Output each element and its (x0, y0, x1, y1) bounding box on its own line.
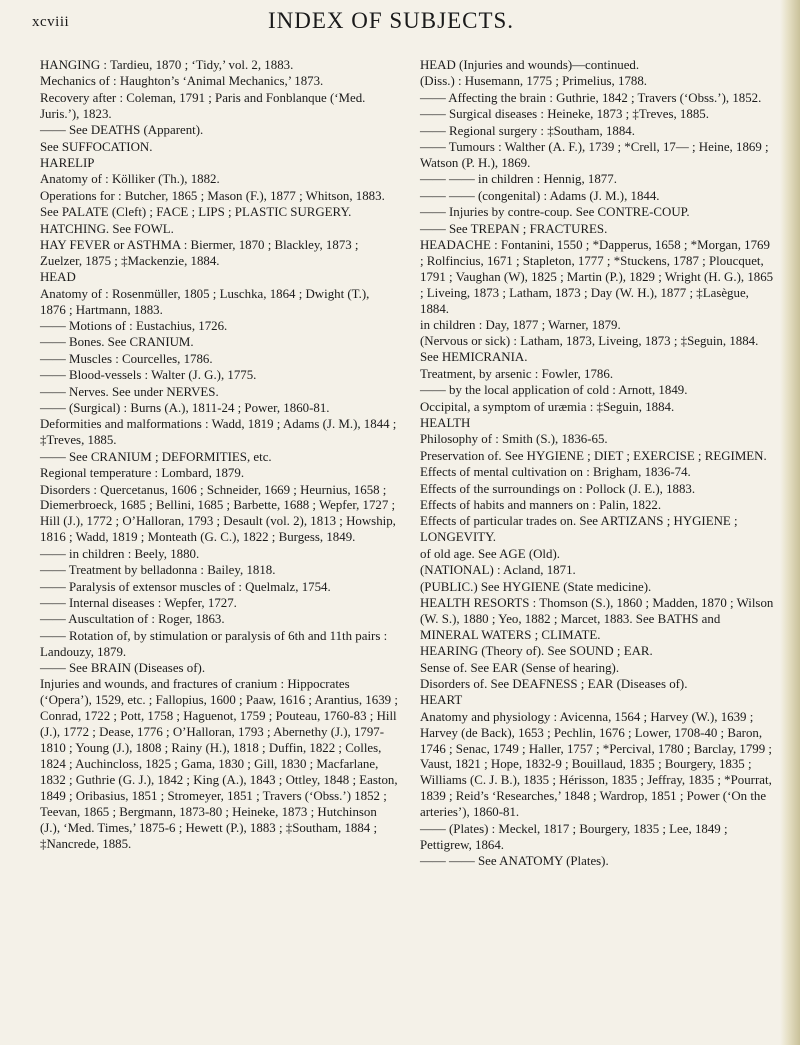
index-entry: —— Blood-vessels : Walter (J. G.), 1775. (40, 368, 257, 383)
index-entry: HEADACHE : Fontanini, 1550 ; *Dapperus, 1658 ; *Morgan, 1769 ; Rolfincius, 1671 ; Stapleton, 1777 ; *Stuckens, 1787 ; Ploucquet, 1791 ; Vaughan (W), 1825 ; Martin (P.), 1829 ; Wright (H. G.), 1865 ; Liveing, 1873 ; Latham, 1873 ; Day (W. H.), 1877 ; ‡Lasègue, 1884. (420, 237, 774, 316)
index-entry: See SUFFOCATION. (40, 139, 153, 154)
index-entry: Deformities and malformations : Wadd, 1819 ; Adams (J. M.), 1844 ; ‡Treves, 1885. (40, 417, 397, 448)
index-entry: —— —— See ANATOMY (Plates). (420, 853, 609, 868)
index-entry: HEAD (40, 270, 76, 285)
index-entry: (NATIONAL) : Acland, 1871. (420, 563, 576, 578)
index-entry: Recovery after : Coleman, 1791 ; Paris and Fonblanque (‘Med. Juris.’), 1823. (40, 90, 366, 121)
index-entry: Anatomy and physiology : Avicenna, 1564 ; Harvey (W.), 1639 ; Harvey (de Back), 1653 ; Pechlin, 1676 ; Lower, 1708-40 ; Baron, 1746 ; Senac, 1749 ; Haller, 1757 ; *Percival, 1780 ; Barclay, 1799 ; Vaust, 1821 ; Hope, 1832-9 ; Bouillaud, 1835 ; Bourgery, 1835 ; Williams (C. J. B.), 1835 ; Hérisson, 1835 ; Jeffray, 1835 ; *Pourrat, 1839 ; Reid’s ‘Researches,’ 1848 ; Wardrop, 1851 ; Power (‘On the arteries’), 1860-81. (420, 709, 772, 820)
index-entry: —— Muscles : Courcelles, 1786. (40, 351, 213, 366)
index-entry: in children : Day, 1877 ; Warner, 1879. (420, 318, 621, 332)
index-entry: Anatomy of : Rosenmüller, 1805 ; Luschka, 1864 ; Dwight (T.), 1876 ; Hartmann, 1883. (40, 286, 370, 317)
index-entry: —— —— (congenital) : Adams (J. M.), 1844. (420, 188, 660, 203)
index-entry: Philosophy of : Smith (S.), 1836-65. (420, 432, 608, 447)
index-entry: —— Treatment by belladonna : Bailey, 1818. (40, 563, 276, 578)
index-entry: —— Bones. See CRANIUM. (40, 335, 194, 350)
index-entry: —— (Plates) : Meckel, 1817 ; Bourgery, 1835 ; Lee, 1849 ; Pettigrew, 1864. (420, 821, 728, 852)
index-entry: HANGING : Tardieu, 1870 ; ‘Tidy,’ vol. 2, 1883. (40, 58, 294, 72)
index-entry: Disorders : Quercetanus, 1606 ; Schneider, 1669 ; Heurnius, 1658 ; Diemerbroeck, 1685 ; Bellini, 1685 ; Barbette, 1688 ; Wepfer, 1727 ; Hill (J.), 1772 ; O’Halloran, 1793 ; Desault (vol. 2), 1813 ; Howship, 1816 ; Wadd, 1819 ; Monteath (G. C.), 1822 ; Burgess, 1849. (40, 482, 396, 545)
index-entry: Anatomy of : Kölliker (Th.), 1882. (40, 172, 220, 187)
index-entry: Occipital, a symptom of uræmia : ‡Seguin, 1884. (420, 399, 675, 414)
index-entry: —— Affecting the brain : Guthrie, 1842 ; Travers (‘Obss.’), 1852. (420, 90, 762, 105)
index-entry: —— Paralysis of extensor muscles of : Quelmalz, 1754. (40, 579, 331, 594)
index-entry: Regional temperature : Lombard, 1879. (40, 466, 245, 481)
index-entry: —— Internal diseases : Wepfer, 1727. (40, 595, 237, 610)
index-entry: —— in children : Beely, 1880. (40, 546, 200, 561)
index-entry: Disorders of. See DEAFNESS ; EAR (Diseases of). (420, 676, 688, 691)
page-header (32, 8, 750, 38)
index-entry: HEARING (Theory of). See SOUND ; EAR. (420, 644, 653, 659)
index-entry: —— Tumours : Walther (A. F.), 1739 ; *Crell, 17— ; Heine, 1869 ; Watson (P. H.), 1869. (420, 140, 769, 170)
index-entry: —— Motions of : Eustachius, 1726. (40, 319, 228, 333)
index-entry: HAY FEVER or ASTHMA : Biermer, 1870 ; Blackley, 1873 ; Zuelzer, 1875 ; ‡Mackenzie, 1884. (40, 237, 359, 268)
index-entry: —— by the local application of cold : Arnott, 1849. (420, 383, 688, 398)
page-edge-shadow (780, 0, 800, 1045)
index-entry: Effects of the surroundings on : Pollock (J. E.), 1883. (420, 481, 696, 496)
index-entry: Treatment, by arsenic : Fowler, 1786. (420, 366, 614, 381)
index-entry: (Nervous or sick) : Latham, 1873, Liveing, 1873 ; ‡Seguin, 1884. See HEMICRANIA. (420, 334, 759, 365)
index-entry: —— —— in children : Hennig, 1877. (420, 172, 617, 187)
index-entry: Preservation of. See HYGIENE ; DIET ; EXERCISE ; REGIMEN. (420, 448, 767, 463)
index-entry: —— See DEATHS (Apparent). (40, 123, 204, 138)
index-entry: —— Regional surgery : ‡Southam, 1884. (420, 123, 635, 138)
running-title: INDEX OF SUBJECTS. (267, 8, 515, 33)
page-number: xcviii (32, 14, 70, 30)
index-entry: —— Rotation of, by stimulation or paralysis of 6th and 11th pairs : Landouzy, 1879. (40, 628, 388, 659)
index-entry: HEALTH (420, 415, 471, 430)
index-entry: —— (Surgical) : Burns (A.), 1811-24 ; Power, 1860-81. (40, 401, 330, 416)
index-entry: —— Injuries by contre-coup. See CONTRE-COUP. (420, 205, 690, 220)
index-entry: Operations for : Butcher, 1865 ; Mason (F.), 1877 ; Whitson, 1883. (40, 188, 385, 203)
index-entry: Mechanics of : Haughton’s ‘Animal Mechanics,’ 1873. (40, 74, 324, 89)
index-entry: Effects of particular trades on. See ARTIZANS ; HYGIENE ; LONGEVITY. (420, 514, 738, 545)
right-column (420, 58, 776, 870)
index-entry: Sense of. See EAR (Sense of hearing). (420, 660, 620, 675)
index-entry: —— See BRAIN (Diseases of). (40, 661, 206, 676)
index-entry: (PUBLIC.) See HYGIENE (State medicine). (420, 579, 652, 594)
index-entry: of old age. See AGE (Old). (420, 546, 560, 561)
index-entry: Injuries and wounds, and fractures of cranium : Hippocrates (‘Opera’), 1529, etc. ; Fallopius, 1600 ; Paaw, 1616 ; Arantius, 1639 ; Conrad, 1722 ; Pott, 1758 ; Haguenot, 1759 ; Pouteau, 1760-83 ; Hill (J.), 1772 ; Dease, 1776 ; O’Halloran, 1793 ; Abernethy (J.), 1797-1810 ; Young (J.), 1808 ; Rainy (H.), 1818 ; Duffin, 1822 ; Colles, 1824 ; Auchincloss, 1825 ; Gama, 1830 ; Gill, 1830 ; Macfarlane, 1832 ; Guthrie (G. J.), 1842 ; King (A.), 1843 ; Ottley, 1848 ; Easton, 1849 ; Oribasius, 1851 ; Stromeyer, 1851 ; Travers (‘Obss.’) 1852 ; Teevan, 1865 ; Bergmann, 1873-80 ; Heineke, 1873 ; Hutchinson (J.), ‘Med. Times,’ 1875-6 ; Hewett (P.), 1883 ; ‡Southam, 1884 ; ‡Nancrede, 1885. (40, 677, 398, 851)
index-entry: See PALATE (Cleft) ; FACE ; LIPS ; PLASTIC SURGERY. (40, 205, 352, 220)
index-entry: HARELIP (40, 155, 95, 170)
index-entry: Effects of habits and manners on : Palin, 1822. (420, 497, 662, 512)
index-entry: (Diss.) : Husemann, 1775 ; Primelius, 1788. (420, 74, 648, 89)
index-entry: HEALTH RESORTS : Thomson (S.), 1860 ; Madden, 1870 ; Wilson (W. S.), 1880 ; Yeo, 1882 ; Marcet, 1883. See BATHS and MINERAL WATERS ; CLIMATE. (420, 595, 774, 642)
index-entry: —— Surgical diseases : Heineke, 1873 ; ‡Treves, 1885. (420, 107, 709, 122)
index-entry: —— See CRANIUM ; DEFORMITIES, etc. (40, 449, 272, 464)
index-entry: —— Auscultation of : Roger, 1863. (40, 612, 225, 627)
index-entry: HEART (420, 693, 463, 708)
index-entry: —— Nerves. See under NERVES. (40, 384, 219, 399)
index-entry: HATCHING. See FOWL. (40, 221, 174, 236)
index-entry: HEAD (Injuries and wounds)—continued. (420, 58, 640, 72)
index-entry: Effects of mental cultivation on : Brigham, 1836-74. (420, 465, 691, 480)
index-entry: —— See TREPAN ; FRACTURES. (420, 221, 608, 236)
left-column (40, 58, 398, 853)
